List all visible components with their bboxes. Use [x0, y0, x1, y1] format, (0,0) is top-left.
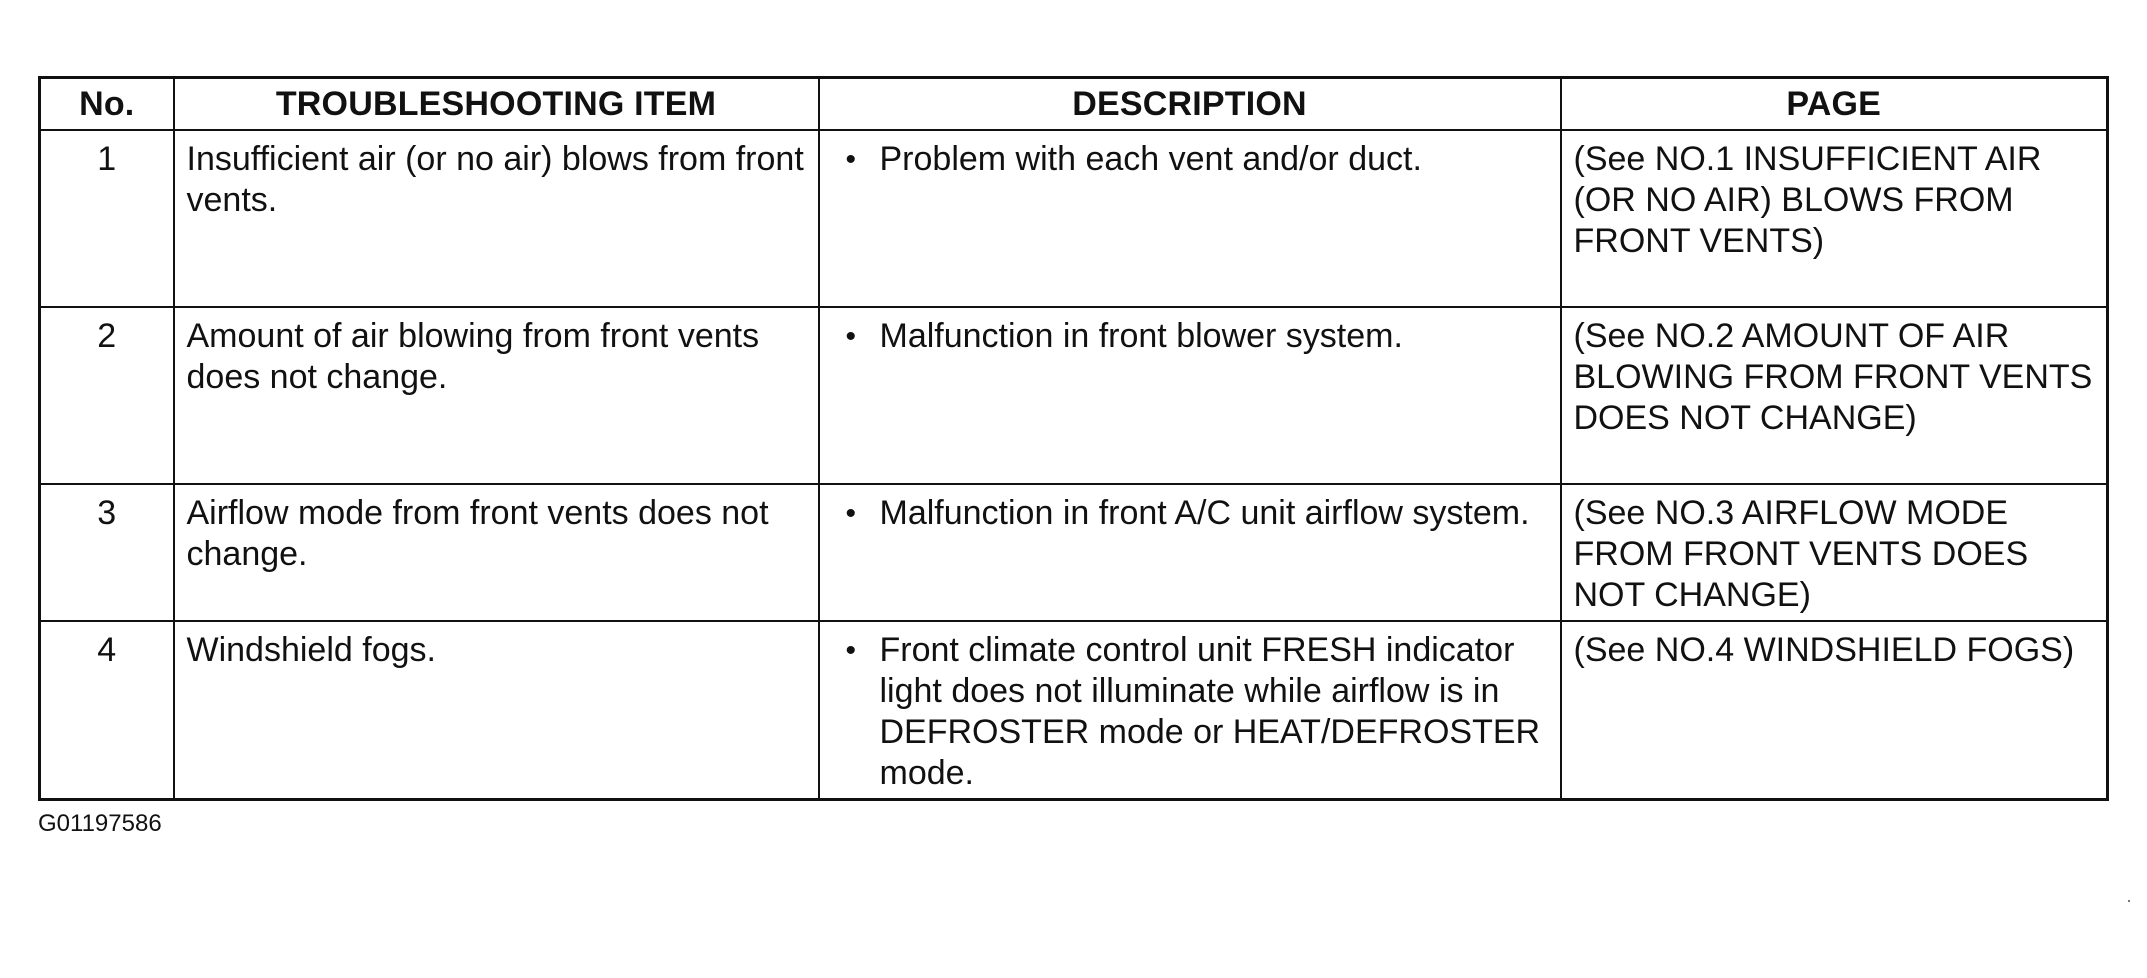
- description-text: Malfunction in front blower system.: [879, 317, 1403, 355]
- page-reference: (See NO.3 AIRFLOW MODE FROM FRONT VENTS DOES NOT CHANGE): [1561, 484, 2108, 621]
- description-cell: [819, 130, 1561, 307]
- row-number: 4: [40, 621, 174, 800]
- troubleshooting-item: Airflow mode from front vents does not change.: [174, 484, 819, 621]
- table-row: [40, 130, 2108, 307]
- description-cell: [819, 621, 1561, 800]
- table-row: [40, 484, 2108, 621]
- page-reference: (See NO.1 INSUFFICIENT AIR (OR NO AIR) BLOWS FROM FRONT VENTS): [1561, 130, 2108, 307]
- header-troubleshooting-item: TROUBLESHOOTING ITEM: [174, 78, 819, 131]
- header-no: No.: [40, 78, 174, 131]
- table-header-row: [40, 78, 2108, 131]
- header-page: PAGE: [1561, 78, 2108, 131]
- table-row: [40, 621, 2108, 800]
- scan-speck: [2128, 900, 2130, 902]
- figure-code: G01197586: [38, 810, 162, 837]
- description-cell: [819, 484, 1561, 621]
- row-number: 1: [40, 130, 174, 307]
- header-description: DESCRIPTION: [819, 78, 1561, 131]
- bullet-icon: •: [845, 143, 857, 176]
- troubleshooting-item: Amount of air blowing from front vents does not change.: [174, 307, 819, 484]
- description-cell: [819, 307, 1561, 484]
- row-number: 2: [40, 307, 174, 484]
- page-reference: (See NO.2 AMOUNT OF AIR BLOWING FROM FRONT VENTS DOES NOT CHANGE): [1561, 307, 2108, 484]
- description-text: Problem with each vent and/or duct.: [879, 140, 1422, 178]
- row-number: 3: [40, 484, 174, 621]
- bullet-icon: •: [845, 320, 857, 353]
- troubleshooting-table: [38, 76, 2109, 801]
- page-reference: (See NO.4 WINDSHIELD FOGS): [1561, 621, 2108, 800]
- description-text: Front climate control unit FRESH indicator light does not illuminate while airflow is in DEFROSTER mode or HEAT/DEFROSTER mode.: [879, 631, 1541, 792]
- table-row: [40, 307, 2108, 484]
- bullet-icon: •: [845, 497, 857, 530]
- description-text: Malfunction in front A/C unit airflow system.: [879, 494, 1530, 532]
- bullet-icon: •: [845, 634, 857, 667]
- troubleshooting-item: Windshield fogs.: [174, 621, 819, 800]
- troubleshooting-item: Insufficient air (or no air) blows from front vents.: [174, 130, 819, 307]
